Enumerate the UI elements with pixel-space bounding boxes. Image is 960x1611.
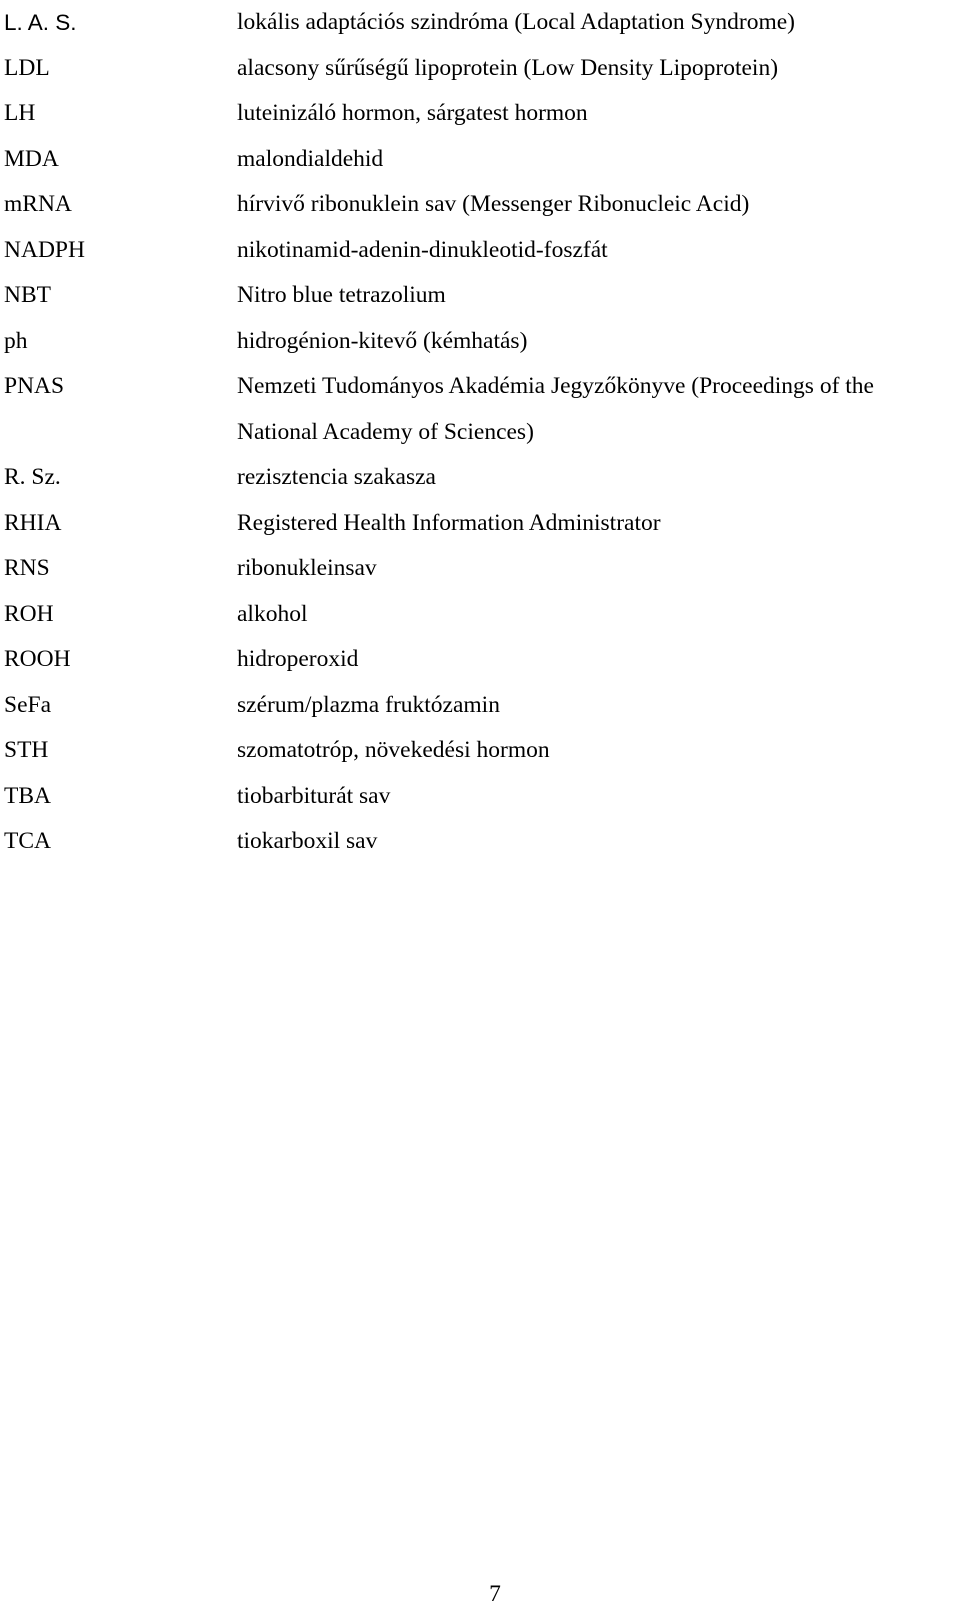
abbreviation-definition: luteinizáló hormon, sárgatest hormon <box>237 100 588 126</box>
abbreviation-definition: rezisztencia szakasza <box>237 464 436 490</box>
abbreviation-term: ROOH <box>4 646 71 672</box>
abbreviation-row <box>0 774 960 820</box>
abbreviation-term: L. A. S. <box>4 10 77 35</box>
abbreviation-term: ROH <box>4 600 54 627</box>
abbreviation-row <box>0 546 960 592</box>
abbreviation-term: R. Sz. <box>4 464 61 490</box>
abbreviation-term: ph <box>4 327 28 354</box>
abbreviation-definition: lokális adaptációs szindróma (Local Adaptation Syndrome) <box>237 9 795 35</box>
abbreviation-term: NBT <box>4 282 51 308</box>
abbreviation-term: STH <box>4 737 49 763</box>
abbreviation-row <box>0 592 960 638</box>
page-number: 7 <box>489 1581 501 1607</box>
abbreviation-row <box>0 364 960 455</box>
abbreviation-definition: tiokarboxil sav <box>237 828 378 854</box>
abbreviation-definition: szomatotróp, növekedési hormon <box>237 737 550 763</box>
abbreviation-definition: hidrogénion-kitevő (kémhatás) <box>237 327 528 354</box>
abbreviation-row <box>0 319 960 365</box>
abbreviation-term: TBA <box>4 782 51 809</box>
abbreviation-row <box>0 137 960 183</box>
abbreviation-term: NADPH <box>4 236 85 263</box>
abbreviation-definition: ribonukleinsav <box>237 555 377 581</box>
abbreviation-definition: hidroperoxid <box>237 646 359 672</box>
abbreviation-definition: alacsony sűrűségű lipoprotein (Low Density Lipoprotein) <box>237 54 779 81</box>
abbreviation-row <box>0 683 960 729</box>
abbreviation-definition: alkohol <box>237 600 308 627</box>
abbreviation-term: RNS <box>4 555 50 581</box>
abbreviation-term: mRNA <box>4 191 72 217</box>
abbreviation-definition: hírvivő ribonuklein sav (Messenger Ribonucleic Acid) <box>237 191 750 217</box>
abbreviation-definition: szérum/plazma fruktózamin <box>237 691 500 718</box>
abbreviation-row <box>0 91 960 137</box>
abbreviation-row <box>0 728 960 774</box>
abbreviation-row <box>0 182 960 228</box>
abbreviation-row <box>0 46 960 92</box>
abbreviation-definition: malondialdehid <box>237 145 384 172</box>
abbreviation-row <box>0 819 960 865</box>
abbreviation-term: LDL <box>4 54 50 81</box>
abbreviation-term: RHIA <box>4 509 62 536</box>
abbreviation-definition: Registered Health Information Administrator <box>237 509 661 536</box>
abbreviation-row <box>0 0 960 46</box>
abbreviation-definition: tiobarbiturát sav <box>237 782 391 809</box>
definition-line: Nemzeti Tudományos Akadémia Jegyzőkönyve (Proceedings of the <box>237 373 874 399</box>
abbreviation-row <box>0 273 960 319</box>
definition-line-continued: National Academy of Sciences) <box>237 418 534 445</box>
abbreviation-definition <box>237 364 960 455</box>
abbreviation-row <box>0 637 960 683</box>
abbreviation-term: SeFa <box>4 691 51 718</box>
abbreviation-row <box>0 501 960 547</box>
abbreviation-term: TCA <box>4 828 51 854</box>
abbreviation-row <box>0 455 960 501</box>
abbreviation-definition: Nitro blue tetrazolium <box>237 282 446 308</box>
abbreviation-row <box>0 228 960 274</box>
abbreviation-term: MDA <box>4 145 59 172</box>
abbreviation-term: LH <box>4 100 36 126</box>
abbreviation-definition: nikotinamid-adenin-dinukleotid-foszfát <box>237 236 608 263</box>
abbreviation-term: PNAS <box>4 373 65 399</box>
